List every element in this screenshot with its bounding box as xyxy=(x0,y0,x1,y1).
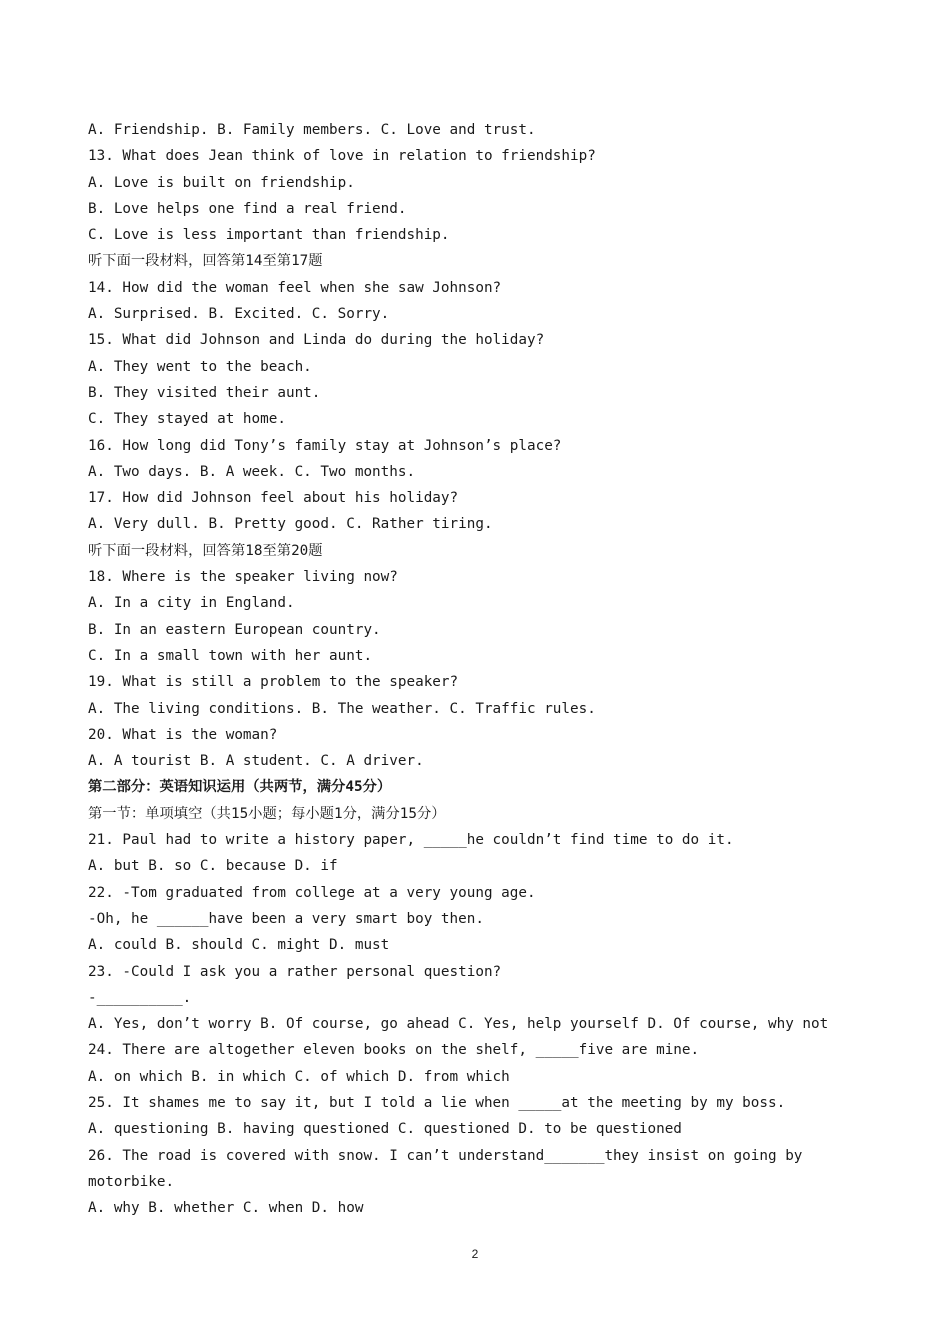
text-line: 18. Where is the speaker living now? xyxy=(88,569,398,586)
text-line: A. why B. whether C. when D. how xyxy=(88,1200,364,1217)
text-line: B. They visited their aunt. xyxy=(88,384,321,401)
text-line: A. The living conditions. B. The weather. C. Traffic rules. xyxy=(88,700,596,717)
text-line: 25. It shames me to say it, but I told a lie when _____at the meeting by my boss. xyxy=(88,1094,786,1111)
text-line: 听下面一段材料，回答第18至第20题 xyxy=(88,542,323,559)
text-line: A. Two days. B. A week. C. Two months. xyxy=(88,463,416,480)
text-line: 23. -Could I ask you a rather personal question? xyxy=(88,963,502,980)
text-line: 14. How did the woman feel when she saw Johnson? xyxy=(88,279,502,296)
text-line: 24. There are altogether eleven books on the shelf, _____five are mine. xyxy=(88,1042,700,1059)
text-line: C. They stayed at home. xyxy=(88,411,286,428)
text-line: A. A tourist B. A student. C. A driver. xyxy=(88,753,424,770)
text-line: A. could B. should C. might D. must xyxy=(88,937,390,954)
page-number: 2 xyxy=(471,1247,479,1261)
text-line: 22. -Tom graduated from college at a very young age. xyxy=(88,884,536,901)
text-line: 17. How did Johnson feel about his holiday? xyxy=(88,490,459,507)
text-line: 21. Paul had to write a history paper, _____he couldn’t find time to do it. xyxy=(88,832,734,849)
text-line: 第二部分：英语知识运用（共两节，满分45分） xyxy=(88,779,392,796)
text-line: B. In an eastern European country. xyxy=(88,621,381,638)
text-line: A. Yes, don’t worry B. Of course, go ahead C. Yes, help yourself D. Of course, why not xyxy=(88,1016,829,1033)
text-line: A. questioning B. having questioned C. questioned D. to be questioned xyxy=(88,1121,682,1138)
text-line: A. but B. so C. because D. if xyxy=(88,858,338,875)
text-line: motorbike. xyxy=(88,1173,175,1190)
text-line: A. on which B. in which C. of which D. from which xyxy=(88,1068,510,1085)
text-line: A. In a city in England. xyxy=(88,595,295,612)
text-line: 20. What is the woman? xyxy=(88,726,278,743)
text-line: 16. How long did Tony’s family stay at Johnson’s place? xyxy=(88,437,562,454)
text-line: A. Friendship. B. Family members. C. Love and trust. xyxy=(88,122,536,138)
text-line: A. Surprised. B. Excited. C. Sorry. xyxy=(88,306,390,323)
text-line: 26. The road is covered with snow. I can’t understand_______they insist on going by xyxy=(88,1147,803,1164)
exam-page-content xyxy=(88,117,878,1221)
text-line: -Oh, he ______have been a very smart boy then. xyxy=(88,910,484,927)
text-line: A. Love is built on friendship. xyxy=(88,174,355,191)
text-line: B. Love helps one find a real friend. xyxy=(88,200,407,217)
text-line: 第一节：单项填空（共15小题；每小题1分，满分15分） xyxy=(88,805,446,822)
text-line: C. Love is less important than friendship. xyxy=(88,227,450,244)
text-line: 15. What did Johnson and Linda do during the holiday? xyxy=(88,332,545,349)
text-line: 13. What does Jean think of love in relation to friendship? xyxy=(88,148,596,165)
text-line: 19. What is still a problem to the speaker? xyxy=(88,674,459,691)
text-line: A. Very dull. B. Pretty good. C. Rather tiring. xyxy=(88,516,493,533)
text-line: A. They went to the beach. xyxy=(88,358,312,375)
text-line: C. In a small town with her aunt. xyxy=(88,647,373,664)
text-line: 听下面一段材料，回答第14至第17题 xyxy=(88,253,323,270)
text-line: -__________. xyxy=(88,989,192,1006)
